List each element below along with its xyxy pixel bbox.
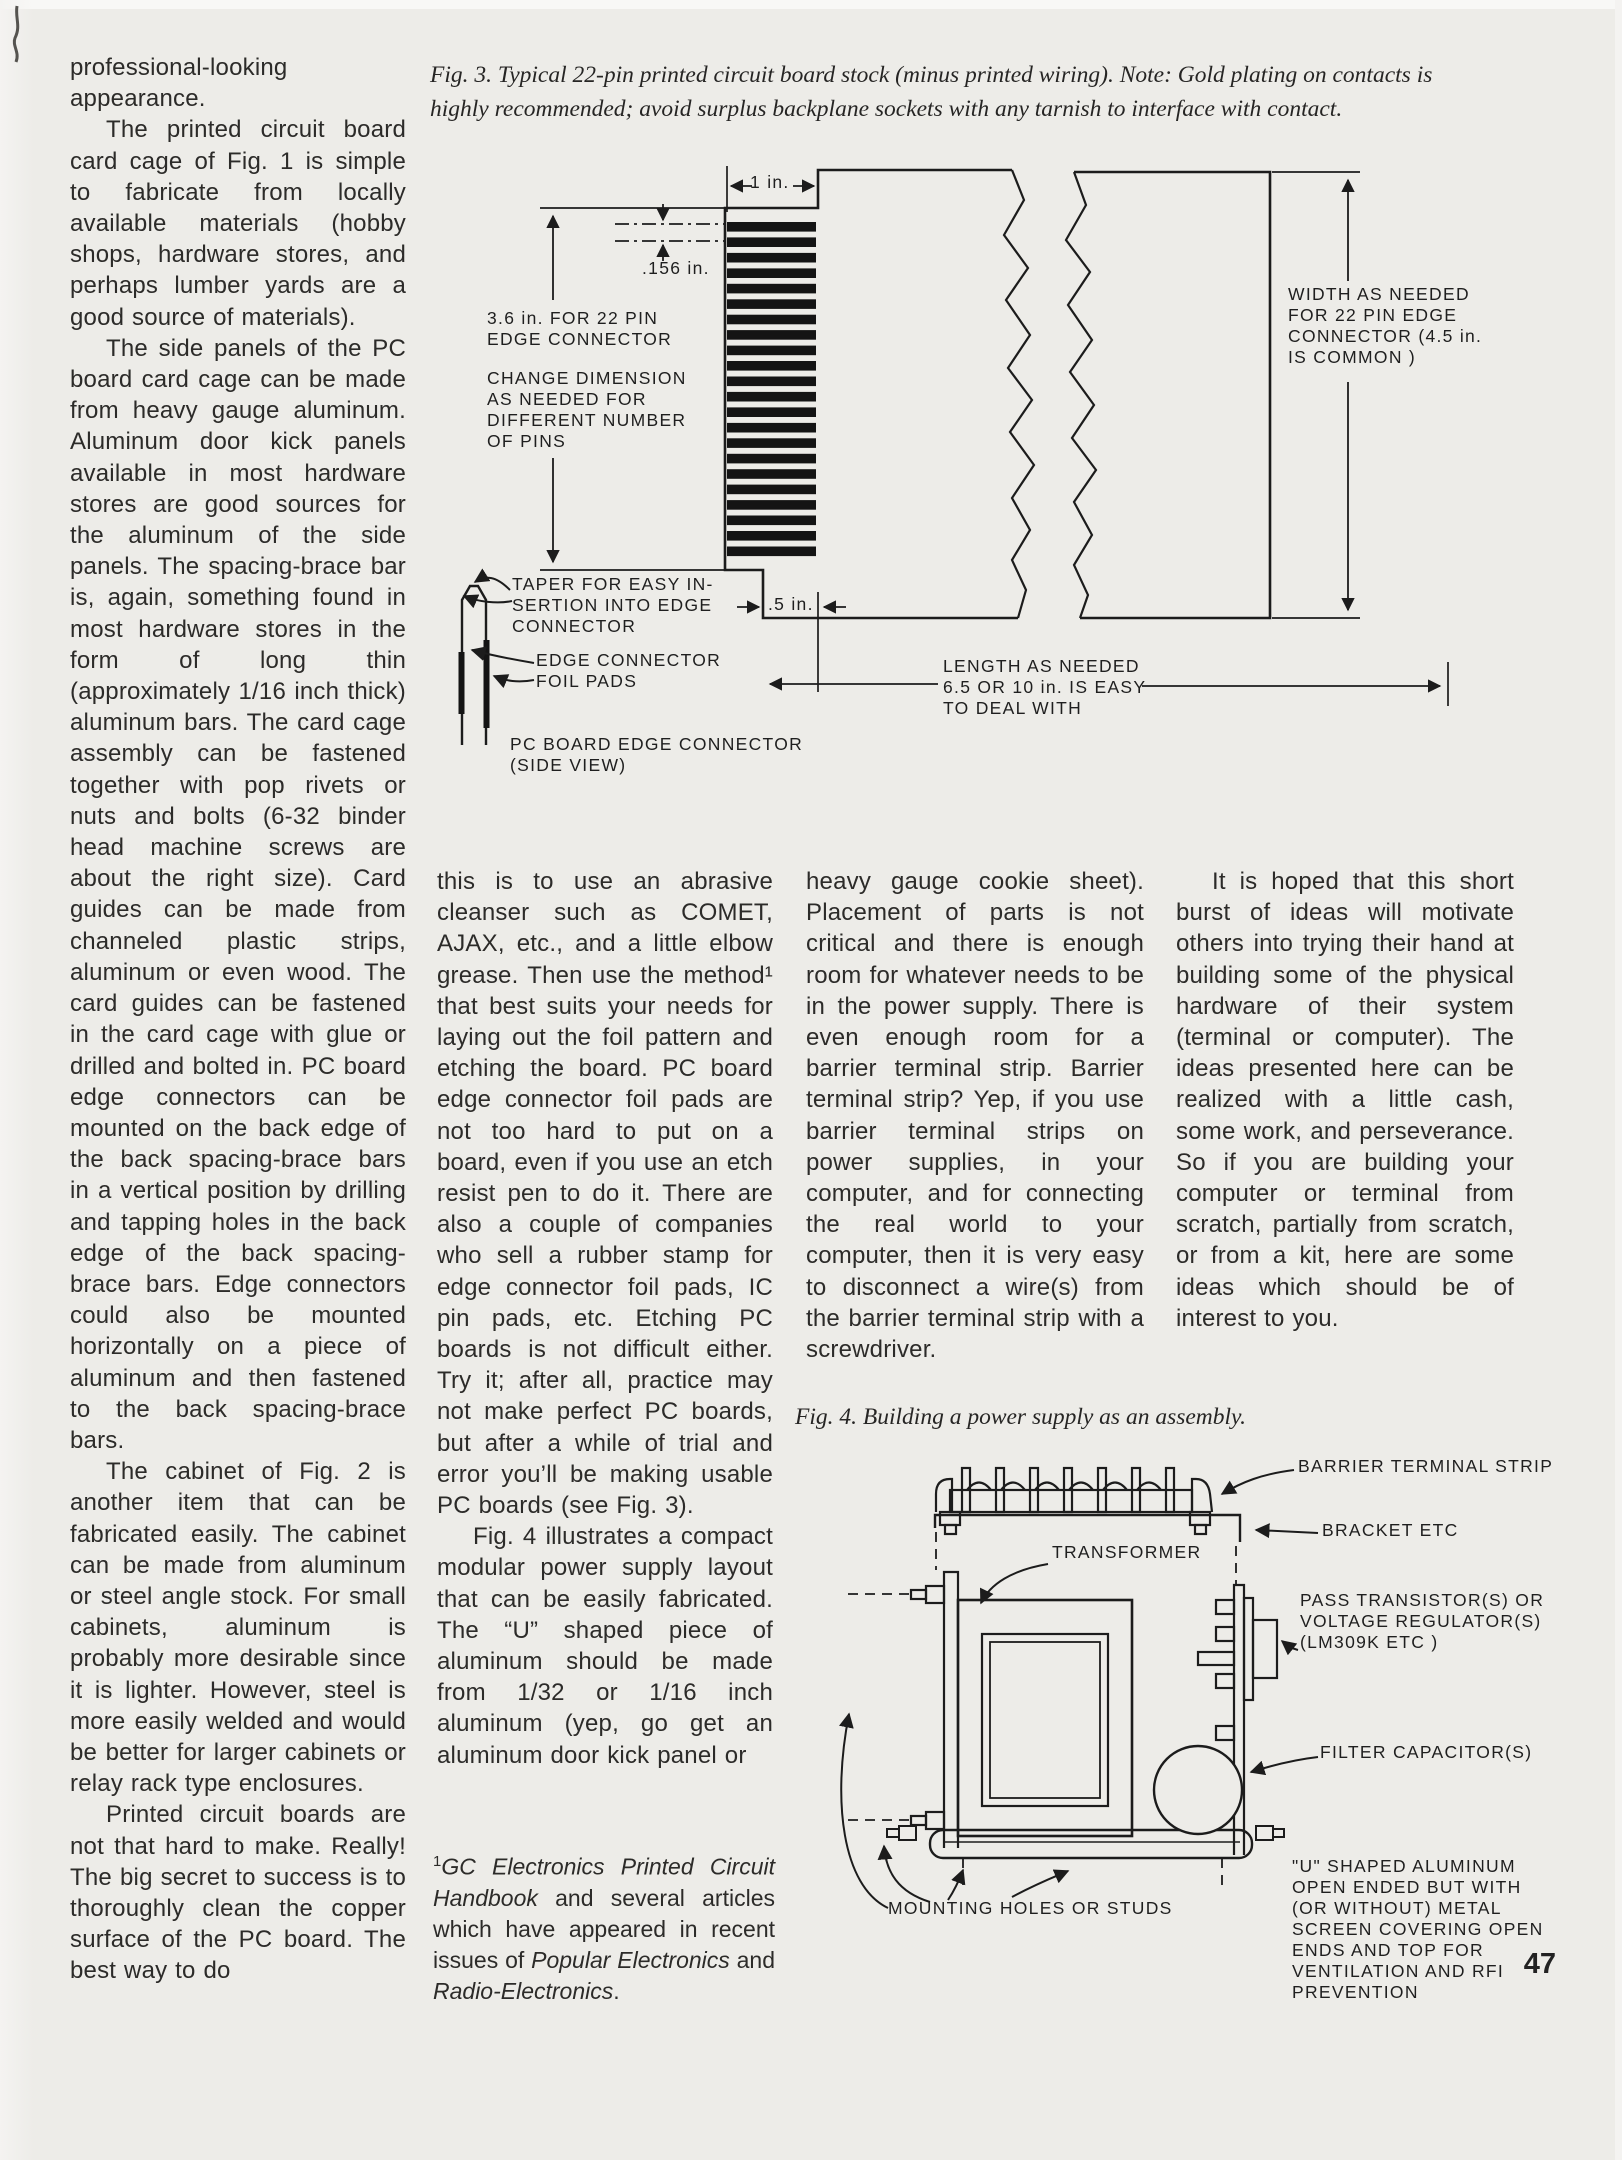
connector-finger	[727, 516, 816, 526]
body-paragraph: The cabinet of Fig. 2 is another item that can be fabricated easily. The cabinet can be made from aluminum or steel angle stock. For small cabinets, aluminum is probably more desirable since it is lighter. However, steel is more easily welded and would be better for larger cabinets or relay rack type enclosures.	[70, 1458, 406, 1798]
fig3-label-side-view: PC BOARD EDGE CONNECTOR (SIDE VIEW)	[510, 734, 804, 775]
page-number: 47	[1523, 1948, 1556, 1980]
fig4-label-mounting-holes: MOUNTING HOLES OR STUDS	[888, 1898, 1173, 1918]
fig3-side-view	[459, 586, 490, 745]
caption-line: highly recommended; avoid surplus backplane sockets with any tarnish to interface with contact.	[430, 96, 1343, 122]
connector-finger	[727, 547, 816, 557]
footnote: $^1$GC Electronics Printed Circuit Handbook and several articles which have appeared in recent issues of Popular Electronics and Radio-Electronics.	[433, 1853, 776, 2004]
fig3-label-change-dimension: CHANGE DIMENSION AS NEEDED FOR DIFFERENT NUMBER OF PINS	[487, 368, 687, 451]
fig3-label-one-inch: 1 in.	[750, 172, 790, 192]
fig3-break-line-left	[1004, 170, 1034, 618]
connector-finger	[727, 253, 816, 263]
fig4-drawing	[841, 1468, 1318, 1908]
fig3-label-connector-height: 3.6 in. FOR 22 PIN EDGE CONNECTOR	[487, 308, 673, 349]
connector-finger	[727, 330, 816, 340]
fig4-mounting-hole-lines	[963, 1858, 1222, 1886]
scratch-mark	[14, 6, 17, 62]
fig3-label-length: LENGTH AS NEEDED 6.5 OR 10 in. IS EASY TO DEAL WITH	[943, 656, 1147, 718]
caption-line: Fig. 3. Typical 22-pin printed circuit board stock (minus printed wiring). Note: Gold plating on contacts is	[430, 62, 1433, 88]
connector-finger	[727, 268, 816, 278]
fig3-label-taper: TAPER FOR EASY IN- SERTION INTO EDGE CONNECTOR	[512, 574, 714, 636]
connector-finger	[727, 485, 816, 495]
fig4-left-leg	[848, 1572, 958, 1848]
fig3-label-width: WIDTH AS NEEDED FOR 22 PIN EDGE CONNECTOR (4.5 in. IS COMMON )	[1288, 284, 1483, 367]
fig3-label-pitch: .156 in.	[642, 258, 710, 278]
body-paragraph: The printed circuit board card cage of Fig. 1 is simple to fabricate from locally available materials (hobby shops, hardware stores, and perhaps lumber yards are a good source of materials).	[70, 116, 406, 331]
fig4-label-transformer: TRANSFORMER	[1052, 1542, 1202, 1562]
fig3-label-foil-pads: EDGE CONNECTOR FOIL PADS	[536, 650, 722, 691]
connector-finger	[727, 315, 816, 325]
connector-finger	[727, 500, 816, 510]
connector-finger	[727, 299, 816, 309]
fig3-label-half-inch: .5 in.	[768, 594, 814, 614]
connector-finger	[727, 377, 816, 387]
fig3-break-line-right	[1066, 172, 1096, 618]
fig4-label-filter-capacitor: FILTER CAPACITOR(S)	[1320, 1742, 1533, 1762]
connector-finger	[727, 284, 816, 294]
body-paragraph: professional-looking appearance.	[70, 54, 288, 113]
connector-finger	[727, 392, 816, 402]
text-column-2	[437, 866, 773, 1771]
body-paragraph: The side panels of the PC board card cage can be made from heavy gauge aluminum. Aluminum door kick panels available in most hardware stores are good sources for the aluminum of the side panels. The spacing-brace bar is, again, something found in most hardware stores in the form of long thin (approximately 1/16 inch thick) aluminum bars. The card cage assembly can be fastened together with pop rivets or nuts and bolts (6-32 binder head machine screws are about the right size). Card guides can be made from channeled plastic strips, aluminum or even wood. The card guides can be fastened in the card cage with glue or drilled and bolted in. PC board edge connectors can be mounted on the back edge of the back spacing-brace bars in a vertical position by drilling and tapping holes in the back edge of the back spacing-brace bars. Edge connectors could also be mounted horizontally on a piece of aluminum and then fastened to the back spacing-brace bars.	[70, 334, 406, 1454]
figure4-caption: Fig. 4. Building a power supply as an assembly.	[795, 1404, 1247, 1430]
fig4-barrier-terminal-strip	[936, 1468, 1212, 1534]
connector-finger	[727, 407, 816, 417]
connector-finger	[727, 346, 816, 356]
connector-finger	[727, 438, 816, 448]
fig4-label-barrier-terminal-strip: BARRIER TERMINAL STRIP	[1298, 1456, 1554, 1476]
fig4-label-pass-transistor: PASS TRANSISTOR(S) OR VOLTAGE REGULATOR(S) (LM309K ETC )	[1300, 1590, 1545, 1652]
body-paragraph: heavy gauge cookie sheet). Placement of parts is not critical and there is enough room for whatever needs to be in the power supply. There is even enough room for a barrier terminal strip. Barrier terminal strip? Yep, if you use barrier terminal strips on power supplies, in your computer, and for connecting the real world to your computer, then it is very easy to disconnect a wire(s) from the barrier terminal strip with a screwdriver.	[806, 868, 1144, 1364]
fig4-label-u-shaped-aluminum: "U" SHAPED ALUMINUM OPEN ENDED BUT WITH (OR WITHOUT) METAL SCREEN COVERING OPEN ENDS AND TOP FOR VENTILATION AND RFI PREVENTION	[1292, 1856, 1544, 2002]
fig4-filter-capacitor	[1154, 1746, 1242, 1834]
figure3-caption	[430, 58, 1515, 126]
body-paragraph: Fig. 4 illustrates a compact modular power supply layout that can be easily fabricated. The “U” shaped piece of aluminum should be made from 1/32 or 1/16 inch aluminum (yep, go get an aluminum door kick panel or	[437, 1523, 773, 1769]
body-paragraph: this is to use an abrasive cleanser such as COMET, AJAX, etc., and a little elbow grease. Then use the method¹ that best suits your needs for laying out the foil pattern and etching the board. PC board edge connector foil pads are not too hard to put on a board, even if you use an etch resist pen to do it. There are also a couple of companies who sell a rubber stamp for edge connector foil pads, IC pin pads, etc. Etching PC boards is not difficult either. Try it; after all, practice may not make perfect PC boards, but after a while of trial and error you’ll be making usable PC boards (see Fig. 3).	[437, 868, 773, 1520]
text-column-4	[1176, 866, 1514, 1334]
connector-finger	[727, 454, 816, 464]
fig4-transformer	[958, 1600, 1132, 1836]
connector-finger	[727, 361, 816, 371]
fig4-label-bracket-etc: BRACKET ETC	[1322, 1520, 1459, 1540]
connector-finger	[727, 237, 816, 247]
connector-finger	[727, 469, 816, 479]
connector-finger	[727, 222, 816, 232]
text-column-1	[70, 52, 406, 1987]
fig4-bottom-plate	[887, 1826, 1284, 1858]
body-paragraph: Printed circuit boards are not that hard to make. Really! The big secret to success is to thoroughly clean the copper surface of the PC board. The best way to do	[70, 1801, 406, 1985]
connector-finger	[727, 423, 816, 433]
connector-finger	[727, 531, 816, 541]
fig3-connector-fingers	[727, 222, 816, 556]
text-column-3	[806, 866, 1144, 1365]
body-paragraph: It is hoped that this short burst of ideas will motivate others into trying their hand at building some of the physical hardware of their system (terminal or computer). The ideas presented here can be realized with a little cash, some work, and perseverance. So if you are building your computer or terminal from scratch, partially from scratch, or from a kit, here are some ideas which should be of interest to you.	[1176, 868, 1514, 1332]
